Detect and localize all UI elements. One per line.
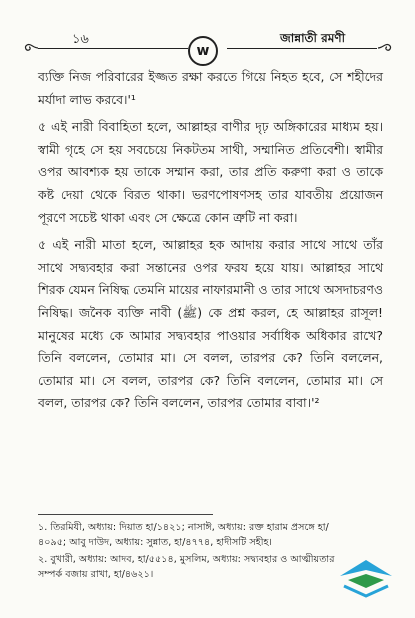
header-rule-left <box>38 48 188 49</box>
main-text <box>38 66 383 420</box>
page-header <box>0 0 415 60</box>
book-title: জান্নাতী রমণী <box>280 31 346 45</box>
publisher-watermark-icon <box>336 556 396 600</box>
footnote: ১. তিরমিযী, অধ্যায়: দিয়াত হা/১৪২১; নাসাঈ, অধ্যায়: রক্ত হারাম প্রসঙ্গে হা/৪০৯৫; আবু দাউদ, অধ্যায়: সুন্নাত, হা/৪৭৭৪, হাদীসটি সহীহ। <box>38 522 329 548</box>
paragraph: ৫ এই নারী বিবাহিতা হলে, আল্লাহর বাণীর দৃঢ় অঙ্গিকারের মাধ্যম হয়। স্বামী গৃহে সে হয় সবচেয়ে নিকটতম সাথী, সম্মানিত প্রতিবেশী। স্বামীর ওপর আবশ্যক হয় তাকে সম্মান করা, তার প্রতি করুণা করা ও তাকে কষ্ট দেয়া থেকে বিরত থাকা। ভরণপোষণসহ তার যাবতীয় প্রয়োজন পূরণে সচেষ্ট থাকা এবং সে ক্ষেত্রে কোন ত্রুটি না করা। <box>38 119 383 225</box>
left-ornament-icon <box>24 42 38 54</box>
header-rule-right <box>227 48 377 49</box>
publisher-logo-icon: w <box>188 36 218 66</box>
right-ornament-icon <box>378 42 392 54</box>
footnote: ২. বুখারী, অধ্যায়: আদব, হা/৫৫১৪, মুসলিম, অধ্যায়: সদ্ব্যবহার ও আত্মীয়তার সম্পর্ক বজায় রাখা, হা/৪৬২১। <box>38 554 335 580</box>
page-number: ১৬ <box>72 32 89 47</box>
paragraph: ৫ এই নারী মাতা হলে, আল্লাহর হক আদায় করার সাথে সাথে তাঁর সাথে সদ্ব্যবহার করা সন্তানের ওপর ফরয হয়ে যায়। আল্লাহর সাথে শিরক যেমন নিষিদ্ধ তেমনি মায়ের নাফারমানী ও তার সাথে অসদাচরণও নিষিদ্ধ। জনৈক ব্যক্তি নাবী (ﷺ) কে প্রশ্ন করল, হে আল্লাহর রাসূল! মানুষের মধ্যে কে আমার সদ্ব্যবহার পাওয়ার সর্বাধিক অধিকার রাখে? তিনি বললেন, তোমার মা। সে বলল, তারপর কে? তিনি বললেন, তোমার মা। সে বলল, তারপর কে? তিনি বললেন, তোমার মা। সে বলল, তারপর কে? তিনি বললেন, তারপর তোমার বাবা।'² <box>38 237 383 411</box>
footnote-divider <box>38 514 213 515</box>
paragraph: ব্যক্তি নিজ পরিবারের ইজ্জত রক্ষা করতে গিয়ে নিহত হবে, সে শহীদের মর্যাদা লাভ করবে।'¹ <box>38 69 383 107</box>
footnotes <box>38 520 338 584</box>
